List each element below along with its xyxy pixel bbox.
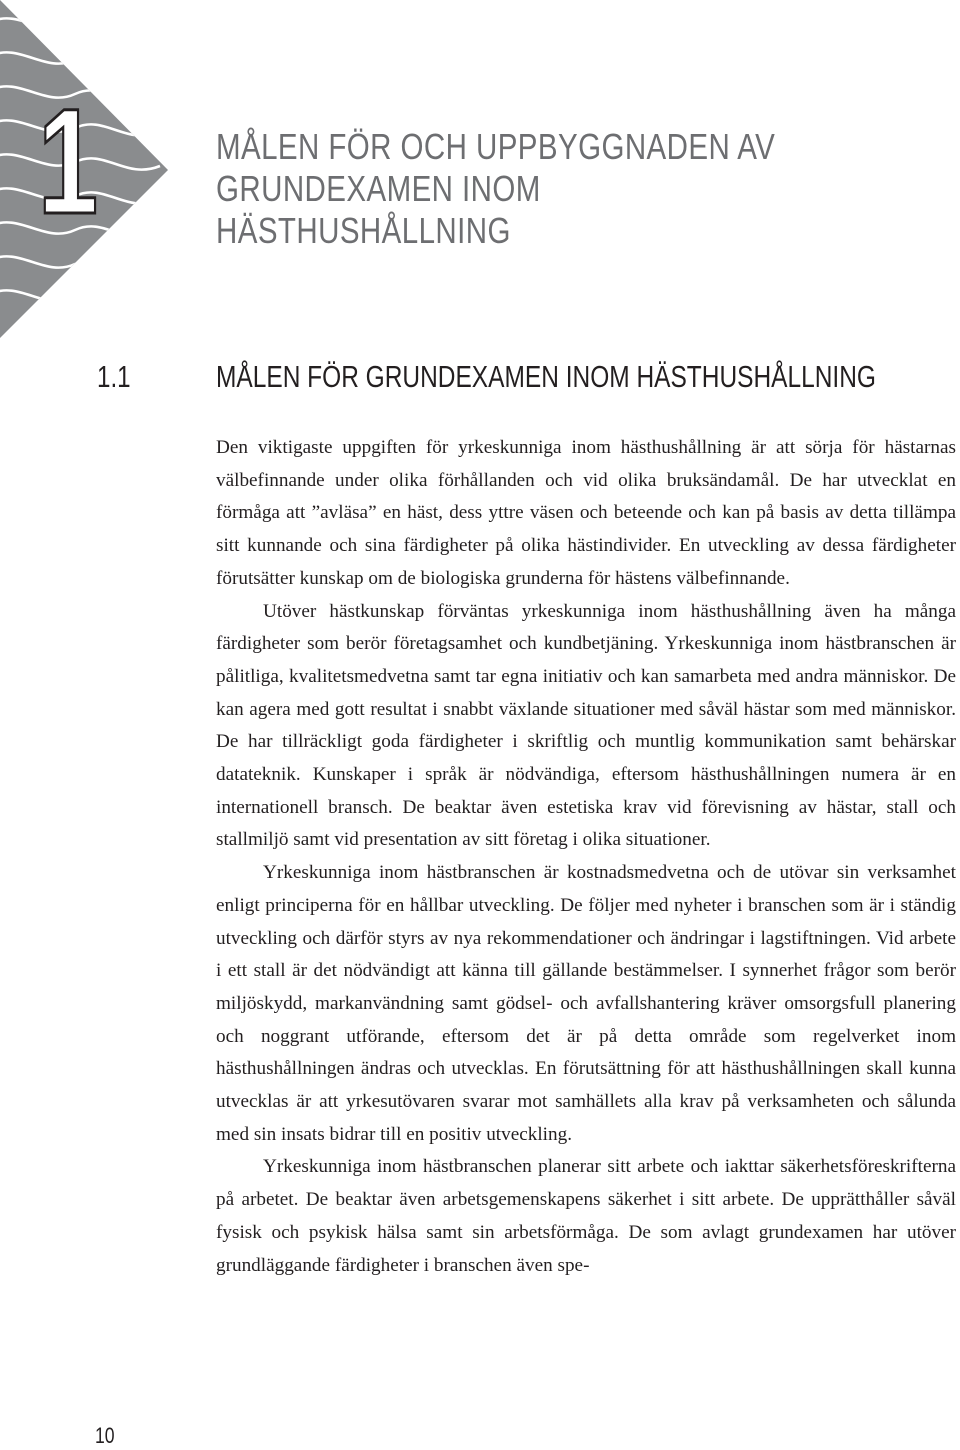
section-number: 1.1: [97, 359, 131, 394]
paragraph: Yrkeskunniga inom hästbranschen är kostnadsmedvetna och de utövar sin verksamhet enligt principerna för en hållbar utveckling. De följer med nyheter i branschen som är i ständig utveckling och därför styrs av nya rekommendationer och ändringar i lagstiftningen. Vid arbete i ett stall är det nödvändigt att känna till gällande bestämmelser. I synnerhet frågor som berör miljöskydd, markanvändning samt gödsel- och avfallshantering kräver omsorgsfull planering och noggrant utförande, eftersom det är på detta område som regelverket inom hästhushållningen ändras och utvecklas. En förutsättning för att hästhushållningen skall kunna utvecklas är att yrkesutövaren svarar mot samhällets alla krav på verksamheten och sålunda med sin insats bidrar till en positiv utveckling.: [216, 862, 956, 1145]
paragraph: Yrkeskunniga inom hästbranschen planerar sitt arbete och iakttar säkerhetsföreskrifterna på arbetet. De beaktar även arbetsgemenskapens säkerhet i sitt arbete. De upprätthåller såväl fysisk och psykisk hälsa samt sin arbetsförmåga. De som avlagt grundexamen har utöver grundläggande färdigheter i branschen även spe-: [216, 1156, 956, 1276]
page-number: 10: [95, 1423, 115, 1448]
body-text: [216, 432, 956, 1282]
chapter-number: 1: [38, 77, 96, 245]
chapter-title: MÅLEN FÖR OCH UPPBYGGNADEN AV GRUNDEXAMEN INOM HÄSTHUSHÅLLNING: [216, 126, 776, 251]
paragraph: Utöver hästkunskap förväntas yrkeskunniga inom hästhushållning även ha många färdigheter som berör företagsamhet och kundbetjäning. Yrkeskunniga inom hästbranschen är pålitliga, kvalitetsmedvetna samt tar egna initiativ och kan samarbeta med andra människor. De kan agera med gott resultat i snabbt växlande situationer med såväl hästar som med människor. De har tillräckligt goda färdigheter i skriftlig och muntlig kommunikation samt behärskar datateknik. Kunskaper i språk är nödvändiga, eftersom hästhushållningen numera är en internationell bransch. De beaktar även estetiska krav vid förevisning av hästar, stall och stallmiljö samt vid presentation av sitt företag i olika situationer.: [216, 600, 956, 851]
section-title: MÅLEN FÖR GRUNDEXAMEN INOM HÄSTHUSHÅLLNING: [216, 359, 876, 394]
paragraph: Den viktigaste uppgiften för yrkeskunniga inom hästhushållning är att sörja för hästarnas välbefinnande under olika förhållanden och vid olika bruksändamål. De har utvecklat en förmåga att ”avläsa” en häst, dess yttre väsen och beteende och kan på basis av detta tillämpa sitt kunnande och sina färdigheter på olika hästindivider. En utveckling av dessa färdigheter förutsätter kunskap om de biologiska grunderna för hästens välbefinnande.: [216, 437, 956, 589]
